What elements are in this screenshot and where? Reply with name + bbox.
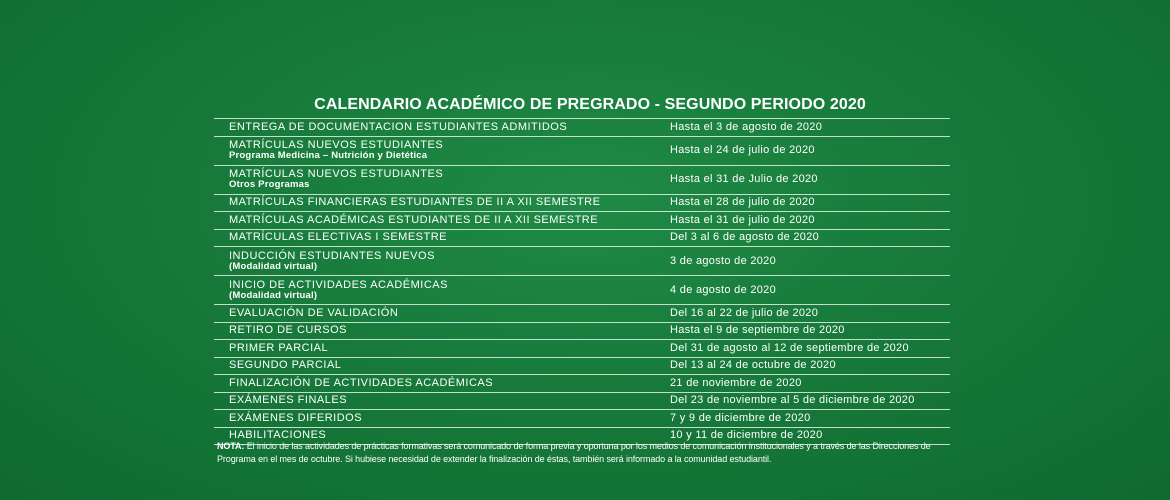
date-cell: 7 y 9 de diciembre de 2020 [670, 411, 811, 424]
activity-cell [214, 140, 670, 161]
academic-calendar [214, 92, 950, 445]
date-cell: Hasta el 31 de julio de 2020 [670, 213, 815, 226]
activity-name: INDUCCIÓN ESTUDIANTES NUEVOS [229, 249, 435, 262]
date-cell: Del 31 de agosto al 12 de septiembre de 2020 [670, 341, 909, 354]
date-cell: Del 3 al 6 de agosto de 2020 [670, 231, 820, 244]
footnote-label: NOTA: [217, 441, 245, 451]
table-row [214, 247, 950, 276]
activity-name: FINALIZACIÓN DE ACTIVIDADES ACADÉMICAS [229, 376, 494, 389]
date-cell: 10 y 11 de diciembre de 2020 [670, 429, 823, 442]
table-row [214, 195, 950, 213]
footnote [217, 440, 957, 465]
footnote-text: El inicio de las actividades de prácticas formativas será comunicado de forma previa y oportuna por los medios de comunicación institucionales y a través de las Direcciones de Programa en el mes de octubre. Si hubiese necesidad de extender la finalización de éstas, también será informado a la comunidad estudiantil. [217, 441, 931, 464]
activity-name: MATRÍCULAS FINANCIERAS ESTUDIANTES DE II A XII SEMESTRE [229, 196, 601, 209]
activity-cell [214, 122, 670, 133]
activity-cell [214, 280, 670, 301]
table-row [214, 410, 950, 428]
activity-cell [214, 215, 670, 226]
table-row [214, 276, 950, 305]
activity-name: EVALUACIÓN DE VALIDACIÓN [229, 306, 399, 319]
activity-cell [214, 197, 670, 208]
date-cell: 21 de noviembre de 2020 [670, 376, 802, 389]
activity-name: MATRÍCULAS ELECTIVAS I SEMESTRE [229, 231, 448, 244]
activity-name: SEGUNDO PARCIAL [229, 359, 342, 372]
table-row [214, 323, 950, 341]
calendar-title: CALENDARIO ACADÉMICO DE PREGRADO - SEGUNDO PERIODO 2020 [314, 96, 866, 113]
activity-cell [214, 378, 670, 389]
activity-detail: Otros Programas [229, 179, 310, 190]
activity-name: EXÁMENES DIFERIDOS [229, 411, 363, 424]
date-cell: 4 de agosto de 2020 [670, 283, 777, 296]
date-cell: Hasta el 24 de julio de 2020 [670, 144, 815, 156]
table-row [214, 137, 950, 166]
activity-cell [214, 232, 670, 243]
activity-name: MATRÍCULAS NUEVOS ESTUDIANTES [229, 139, 444, 151]
activity-cell [214, 169, 670, 190]
activity-detail: Programa Medicina – Nutrición y Dietética [229, 150, 428, 161]
table-row [214, 340, 950, 358]
table-row [214, 393, 950, 411]
date-cell: Hasta el 3 de agosto de 2020 [670, 120, 823, 133]
activity-cell [214, 413, 670, 424]
table-row [214, 305, 950, 323]
date-cell: Del 13 al 24 de octubre de 2020 [670, 359, 836, 372]
table-row [214, 166, 950, 195]
date-cell: Del 23 de noviembre al 5 de diciembre de 2020 [670, 394, 915, 407]
activity-cell [214, 308, 670, 319]
activity-name: EXÁMENES FINALES [229, 394, 348, 407]
activity-name: HABILITACIONES [229, 429, 327, 442]
date-cell: Hasta el 9 de septiembre de 2020 [670, 324, 845, 337]
activity-cell [214, 251, 670, 272]
activity-cell [214, 343, 670, 354]
activity-name: MATRÍCULAS NUEVOS ESTUDIANTES [229, 168, 444, 180]
date-cell: Del 16 al 22 de julio de 2020 [670, 306, 819, 319]
date-cell: 3 de agosto de 2020 [670, 254, 777, 267]
activity-name: INICIO DE ACTIVIDADES ACADÉMICAS [229, 278, 448, 291]
activity-name: RETIRO DE CURSOS [229, 324, 348, 337]
activity-name: ENTREGA DE DOCUMENTACION ESTUDIANTES ADMITIDOS [229, 120, 568, 133]
activity-cell [214, 395, 670, 406]
activity-cell [214, 325, 670, 336]
table-row [214, 375, 950, 393]
activity-cell [214, 360, 670, 371]
activity-detail: (Modalidad virtual) [229, 289, 318, 301]
activity-detail: (Modalidad virtual) [229, 260, 318, 272]
calendar-table [214, 118, 950, 445]
activity-name: PRIMER PARCIAL [229, 341, 329, 354]
date-cell: Hasta el 28 de julio de 2020 [670, 196, 815, 209]
date-cell: Hasta el 31 de Julio de 2020 [670, 173, 818, 185]
activity-name: MATRÍCULAS ACADÉMICAS ESTUDIANTES DE II A XII SEMESTRE [229, 213, 599, 226]
table-row [214, 212, 950, 230]
table-row [214, 230, 950, 248]
table-row [214, 358, 950, 376]
table-row [214, 119, 950, 137]
